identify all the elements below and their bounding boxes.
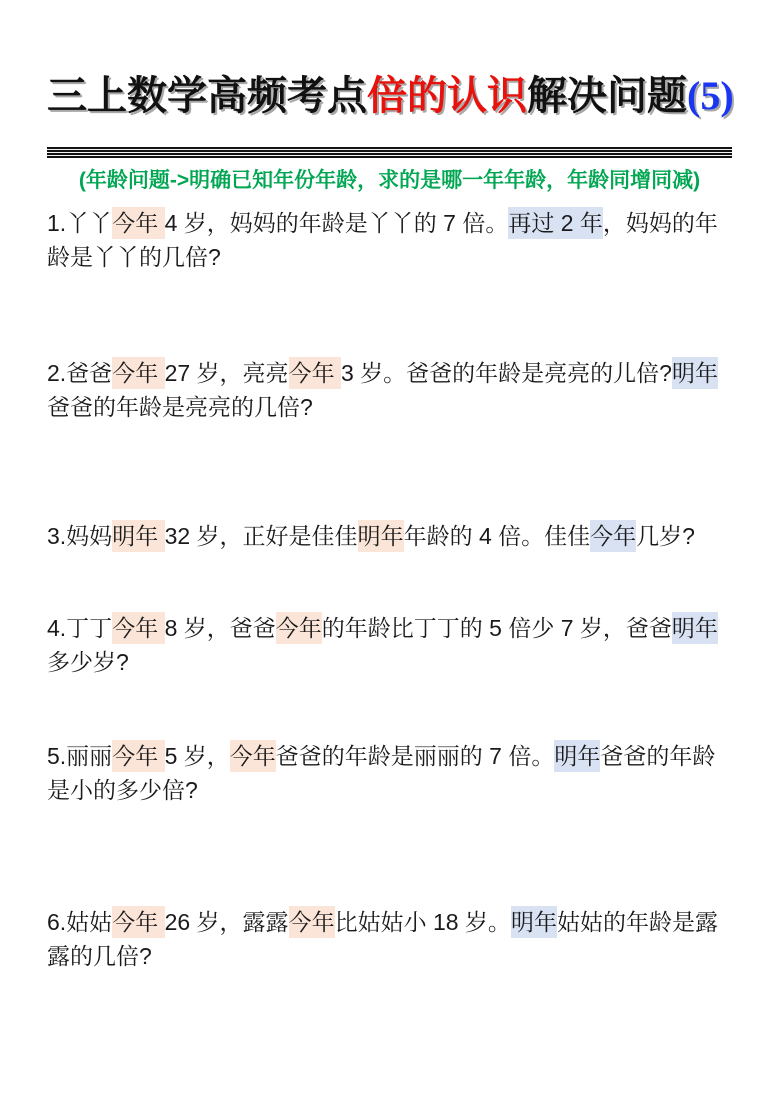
question-3 (47, 519, 731, 553)
question-3-seg-5: 年龄的 4 倍。佳佳 (403, 522, 591, 549)
question-2-seg-4: 今年 (289, 357, 341, 389)
question-4 (47, 611, 731, 679)
question-2-seg-6: 明年 (672, 357, 718, 389)
question-2-seg-2: 今年 (112, 357, 164, 389)
question-1-seg-5: ，妈妈的年龄是丫丫的几倍? (47, 209, 718, 270)
title-separator-lines (47, 147, 732, 158)
question-5-seg-2: 今年 (112, 740, 164, 772)
question-4-seg-1: 4.丁丁 (47, 614, 113, 641)
title-part-black-1: 三上数学高频考点 (47, 73, 367, 118)
question-1-seg-3: 4 岁，妈妈的年龄是丫丫的 7 倍。 (164, 209, 509, 236)
hint-subtitle: (年龄问题->明确已知年份年龄，求的是哪一年年龄，年龄同增同减) (78, 168, 701, 192)
question-list (47, 206, 732, 973)
question-6-seg-1: 6.姑姑 (47, 908, 113, 935)
question-5-seg-5: 爸爸的年龄是丽丽的 7 倍。 (275, 742, 555, 769)
question-2-seg-7: 爸爸的年龄是亮亮的几倍? (47, 393, 313, 420)
question-5-seg-1: 5.丽丽 (47, 742, 113, 769)
question-3-seg-1: 3.妈妈 (47, 522, 113, 549)
page-content (0, 72, 780, 973)
question-6-seg-4: 今年 (289, 906, 335, 938)
page-title (47, 72, 732, 120)
title-part-red: 倍的认识 (367, 73, 527, 118)
question-3-seg-6: 今年 (590, 520, 636, 552)
question-5 (47, 739, 731, 807)
question-1-seg-1: 1.丫丫 (47, 209, 113, 236)
question-4-seg-2: 今年 (112, 612, 164, 644)
question-6-seg-2: 今年 (112, 906, 164, 938)
question-6-seg-5: 比姑姑小 18 岁。 (334, 908, 511, 935)
question-3-seg-4: 明年 (358, 520, 404, 552)
question-5-seg-6: 明年 (554, 740, 600, 772)
question-4-seg-4: 今年 (276, 612, 322, 644)
question-3-seg-2: 明年 (112, 520, 164, 552)
question-1-seg-2: 今年 (112, 207, 164, 239)
title-part-black-2: 解决问题 (527, 73, 687, 118)
question-3-seg-7: 几岁? (636, 522, 695, 549)
question-2-seg-3: 27 岁，亮亮 (164, 359, 289, 386)
title-part-blue: (5) (687, 73, 734, 118)
question-5-seg-3: 5 岁， (164, 742, 230, 769)
question-1-seg-4: 再过 2 年 (508, 207, 603, 239)
question-1 (47, 206, 731, 274)
question-4-seg-5: 的年龄比丁丁的 5 倍少 7 岁，爸爸 (321, 614, 672, 641)
question-5-seg-7: 爸爸的年龄是小的多少倍? (47, 742, 716, 803)
question-4-seg-6: 明年 (672, 612, 718, 644)
question-6-seg-3: 26 岁，露露 (164, 908, 289, 935)
question-2 (47, 356, 731, 424)
question-3-seg-3: 32 岁，正好是佳佳 (164, 522, 358, 549)
question-6-seg-7: 姑姑的年龄是露露的几倍? (47, 908, 718, 969)
question-6 (47, 905, 731, 973)
question-2-seg-1: 2.爸爸 (47, 359, 113, 386)
question-2-seg-5: 3 岁。爸爸的年龄是亮亮的儿倍? (340, 359, 672, 386)
question-4-seg-7: 多少岁? (47, 648, 129, 675)
question-4-seg-3: 8 岁，爸爸 (164, 614, 276, 641)
question-5-seg-4: 今年 (230, 740, 276, 772)
question-6-seg-6: 明年 (511, 906, 557, 938)
